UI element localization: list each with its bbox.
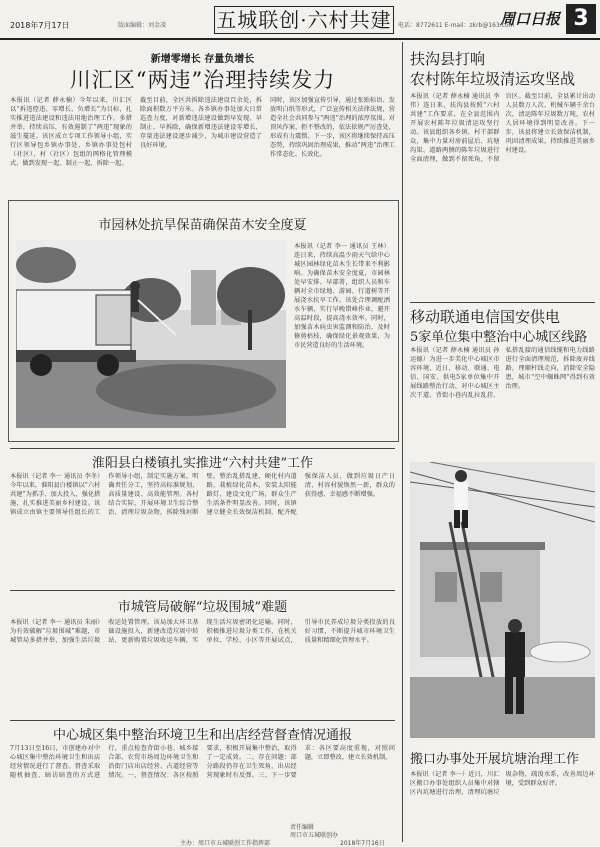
fugou-title-line1: 扶沟县打响: [410, 50, 486, 68]
issue-date: 2018年7月17日: [10, 21, 70, 30]
fugou-title-line2: 农村陈年垃圾清运攻坚战: [410, 70, 576, 88]
tree-watering-photo: [16, 240, 286, 428]
page-number: 3: [566, 4, 596, 34]
contact-info: 电话：8772611 E-mail：zkrb@163.com: [398, 22, 515, 29]
divider: [10, 448, 395, 449]
garden-body: 本报讯（记者 李一 通讯员 王林）连日来，持续高温少雨天气给中心城区园林绿化苗木生长带来不利影响。为确保苗木安全度夏，市园林处早安排、早部署，组织人员和车辆对全市绿地、游园、行道树等开展浇水抗旱工作。该处合理调配洒水车辆，实行早晚错峰作业，避开高温时段，提高浇水效率。同时，加强苗木病虫害监测和防治，及时修剪枯枝，确保绿化景观效果，为市民营造良好的生活环境。: [294, 243, 390, 349]
weiguan-title: 市城管局破解“垃圾围城”难题: [117, 600, 288, 615]
weiguan-body: 本报讯（记者 李一 通讯员 朱丽）为有效破解“垃圾围城”难题，市城管局多措并举，加强生活垃圾收运处置管理。该局加大环卫基础设施投入，新建改造垃圾中转站，更新购置垃圾收运车辆，实现生活垃圾密闭化运输。同时，积极推进垃圾分类工作，在机关单位、学校、小区等开展试点，引导市民养成垃圾分类投放的良好习惯，不断提升城市环境卫生质量和精细化管理水平。: [10, 619, 395, 644]
divider: [10, 720, 395, 721]
divider: [410, 302, 595, 303]
lead-body-col2: 截至目前，全区共拆除违法建设百余处，拆除面积数万平方米。各乡镇办事处加大日常巡查力度，对新增违法建设做到早发现、早制止、早拆除，确保新增违法建设零增长，存量违法建设逐步减少，为城市建设营造了良好环境。: [140, 97, 262, 149]
mobile-title-line1: 移动联通电信国安供电: [410, 308, 561, 326]
huaiyang-title: 淮阳县白楼镇扎实推进“六村共建”工作: [91, 456, 314, 471]
newspaper-logo: 周口日报: [500, 10, 561, 28]
mobile-body: 本报讯（记者 薛永楠 通讯员 孙运德）为进一步美化中心城区市容环境，近日，移动、联通、电信、国安、供电5家单位集中开展线路整治行动，对中心城区主次干道、背街小巷内乱拉乱挂、私搭乱接的通信线缆和电力线路进行全面清理规范，拆除废弃线路，理顺杆线走向，消除安全隐患，城市“空中蜘蛛网”得到有效治理。: [410, 347, 595, 399]
lead-title: 川汇区“两违”治理持续发力: [69, 68, 336, 92]
page-header: [0, 0, 600, 40]
huaiyang-body: 本报讯（记者 李一 通讯员 李冬）今年以来，淮阳县白楼镇以“六村共建”为抓手，加大投入，强化措施，扎实推进美丽乡村建设。该镇成立由镇主要领导任组长的工作领导小组，制定实施方案，明确责任分工，坚持高标准规划、高质量建设、高效能管理。各村结合实际，开展环境卫生综合整治，清理垃圾杂物，拆除残垣断壁，整治乱搭乱建，硬化村内道路，栽植绿化苗木，安装太阳能路灯，建设文化广场，群众生产生活条件明显改善。同时，该镇建立健全长效保洁机制，配齐配强保洁人员，做到垃圾日产日清，村容村貌焕然一新，群众的获得感、幸福感不断增强。: [10, 473, 395, 516]
lead-body-col1: 本报讯（记者 薛永楠）今年以来，川汇区以“拆违控违、零增长、负增长”为目标，扎实推进违法建设和违法用地治理工作，多措并举，持续高压，有效遏制了“两违”现象的滋生蔓延。该区成立专项工作领导小组，实行区领导包乡镇办事处、乡镇办事处包村（社区）、村（社区）包组的网格化管理模式，做到发现一起、制止一起、拆除一起。: [10, 97, 132, 167]
divider: [10, 590, 395, 591]
banjiu-body: 本报讯（记者 李一）近日，川汇区搬口办事处组织人员集中对辖区内坑塘进行治理，清理坑塘垃圾杂物，疏浚水系，改善周边环境，受到群众好评。: [410, 771, 595, 796]
banjiu-title: 搬口办事处开展坑塘治理工作: [410, 752, 580, 767]
report-footer-date: 2018年7月16日: [340, 840, 385, 847]
line-worker-illustration: [410, 462, 595, 738]
mobile-title-line2: 5家单位集中整治中心城区线路: [410, 330, 588, 345]
tree-watering-illustration: [16, 240, 286, 428]
garden-title: 市园林处抗旱保苗确保苗木安全度夏: [98, 218, 307, 233]
report-footer-editor: 责任编辑: [290, 824, 315, 831]
report-footer-sponsor: 主办：周口市五城联创工作指挥部: [180, 840, 271, 847]
report-title: 中心城区集中整治环境卫生和出店经营督查情况通报: [52, 728, 352, 743]
report-body: 7月13日至16日，市创建办对中心城区集中整治环境卫生和出店经营情况进行了督查。督查采取随机抽查、暗访暗查的方式进行，重点检查背街小巷、城乡接合部、农贸市场周边环境卫生和沿街门店出店经营、占道经营等情况。一、督查情况：各区按照要求，积极开展集中整治，取得了一定成效。二、存在问题：部分路段仍存在卫生死角，出店经营现象时有反弹。三、下一步要求：各区要高度重视，对照问题，立即整改，建立长效机制。: [10, 745, 395, 779]
fugou-body: 本报讯（记者 薛永楠 通讯员 李伟）连日来，扶沟县按照“六村共建”工作要求，在全县范围内开展农村陈年垃圾清运攻坚行动。该县组织各乡镇、村干部群众，集中力量对房前屋后、坑塘沟渠、道路两侧的陈年垃圾进行全面清理，做到不留死角、不留盲区。截至目前，全县累计出动人员数万人次、机械车辆千余台次，清运陈年垃圾数万吨，农村人居环境得到明显改善。下一步，该县将建立长效保洁机制，巩固清理成果，持续推进美丽乡村建设。: [410, 93, 595, 163]
editor-info: 版面编辑：刘金凌: [118, 22, 167, 29]
lead-body-col3: 同时，该区加强宣传引导，通过张贴标语、发放明白纸等形式，广泛宣传相关法律法规，营造全社会共同参与“两违”治理的浓厚氛围。对顶风作案、拒不整改的，依法依规严厉查处，形成有力震慑。下一步，该区将继续保持高压态势，持续巩固治理成果，推动“两违”治理工作常态化、长效化。: [270, 97, 395, 158]
report-footer-issuer: 周口市五城联创办: [290, 832, 339, 839]
line-worker-photo: [410, 462, 595, 738]
lead-kicker: 新增零增长 存量负增长: [150, 54, 255, 65]
section-title: 五城联创·六村共建: [214, 6, 394, 34]
column-divider: [402, 42, 403, 842]
